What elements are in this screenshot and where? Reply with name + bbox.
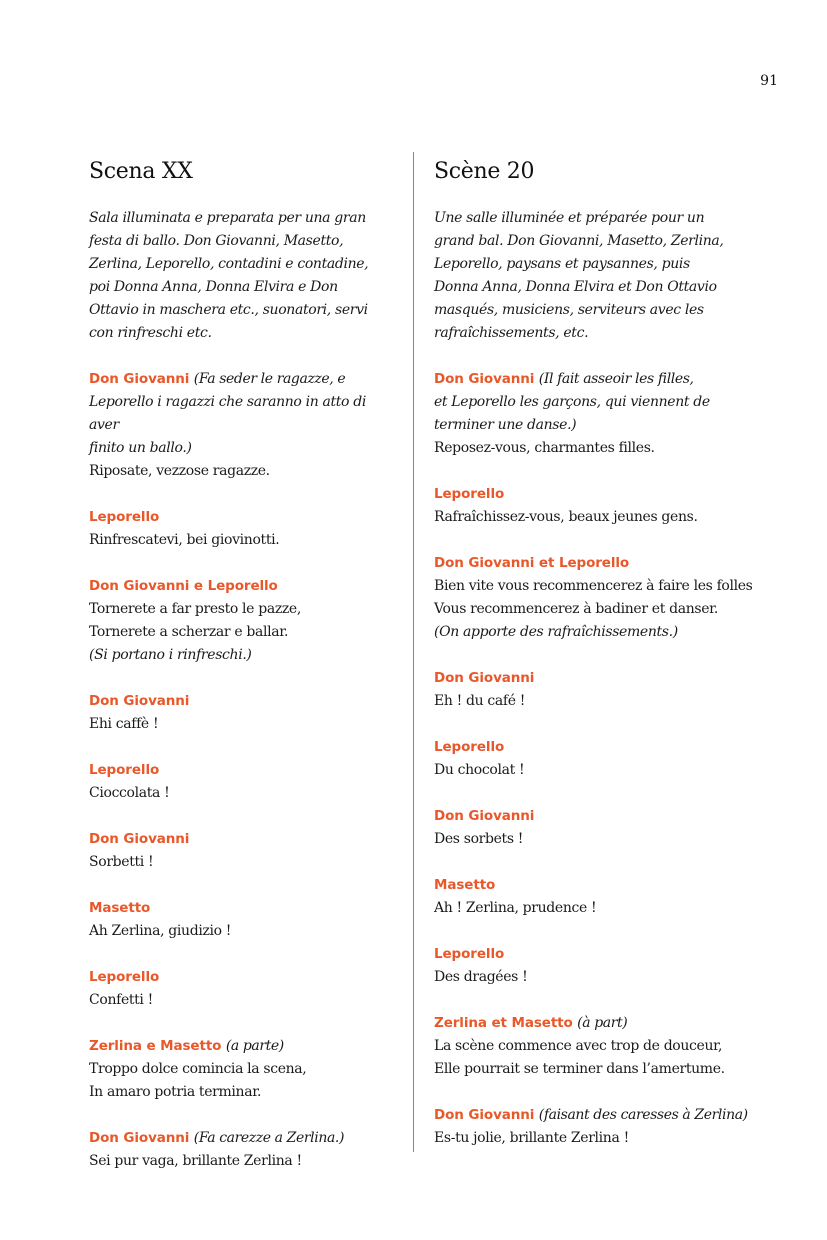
speaker-line <box>89 690 399 713</box>
dialogue-block <box>89 575 399 667</box>
verse-line: Du chocolat ! <box>434 762 525 778</box>
stage-direction-line: (Si portano i rinfreschi.) <box>89 647 252 663</box>
dialogue-block <box>434 667 764 713</box>
speaker-name: Don Giovanni <box>434 808 535 824</box>
speaker-name: Leporello <box>434 739 505 755</box>
speaker-line <box>89 897 399 920</box>
dialogue-block <box>434 368 764 460</box>
stage-direction-italian <box>89 207 399 345</box>
french-column <box>434 157 764 1173</box>
speaker-line <box>89 506 399 529</box>
dialogue-block <box>89 368 399 483</box>
scene-title-french: Scène 20 <box>434 159 535 184</box>
speaker-name: Don Giovanni <box>434 670 535 686</box>
dialogue-french <box>434 368 764 1150</box>
speaker-name: Don Giovanni <box>89 371 190 387</box>
speaker-name: Don Giovanni <box>89 1130 190 1146</box>
dialogue-block <box>89 966 399 1012</box>
verse-line: Cioccolata ! <box>89 785 170 801</box>
stage-direction-line: Donna Anna, Donna Elvira et Don Ottavio <box>434 279 717 295</box>
speaker-line <box>434 805 764 828</box>
speaker-name: Leporello <box>434 946 505 962</box>
speaker-line <box>89 368 399 391</box>
stage-direction-line: Une salle illuminée et préparée pour un <box>434 210 705 226</box>
verse-line: Ehi caffè ! <box>89 716 159 732</box>
stage-direction-line: grand bal. Don Giovanni, Masetto, Zerlina, <box>434 233 724 249</box>
stage-direction-line: poi Donna Anna, Donna Elvira e Don <box>89 279 338 295</box>
verse-line: Ah Zerlina, giudizio ! <box>89 923 232 939</box>
verse-line: Sei pur vaga, brillante Zerlina ! <box>89 1153 302 1169</box>
speaker-line <box>434 368 764 391</box>
verse-line: Rinfrescatevi, bei giovinotti. <box>89 532 280 548</box>
stage-direction-line: rafraîchissements, etc. <box>434 325 589 341</box>
verse-line: Bien vite vous recommencerez à faire les folles <box>434 578 753 594</box>
dialogue-block <box>434 943 764 989</box>
page-number: 91 <box>760 73 778 89</box>
speaker-name: Don Giovanni e Leporello <box>89 578 278 594</box>
dialogue-block <box>434 805 764 851</box>
speaker-line <box>434 1012 764 1035</box>
stage-direction-line: Leporello i ragazzi che saranno in atto di aver <box>89 394 366 433</box>
scene-title-italian: Scena XX <box>89 159 193 184</box>
dialogue-block <box>89 759 399 805</box>
speaker-name: Don Giovanni <box>89 693 190 709</box>
verse-line: Sorbetti ! <box>89 854 154 870</box>
dialogue-block <box>434 874 764 920</box>
speaker-line <box>434 552 764 575</box>
verse-line: Des dragées ! <box>434 969 528 985</box>
speaker-line <box>89 1035 399 1058</box>
speaker-name: Masetto <box>434 877 496 893</box>
stage-direction-inline: (faisant des caresses à Zerlina) <box>538 1107 748 1123</box>
speaker-line <box>434 1104 764 1127</box>
speaker-name: Don Giovanni et Leporello <box>434 555 630 571</box>
stage-direction-line: terminer une danse.) <box>434 417 577 433</box>
verse-line: Tornerete a scherzar e ballar. <box>89 624 289 640</box>
stage-direction-line: masqués, musiciens, serviteurs avec les <box>434 302 704 318</box>
italian-column <box>89 157 399 1196</box>
dialogue-block <box>89 897 399 943</box>
stage-direction-line: (On apporte des rafraîchissements.) <box>434 624 678 640</box>
speaker-name: Leporello <box>89 969 160 985</box>
speaker-name: Don Giovanni <box>434 371 535 387</box>
verse-line: Des sorbets ! <box>434 831 524 847</box>
speaker-name: Don Giovanni <box>434 1107 535 1123</box>
verse-line: Tornerete a far presto le pazze, <box>89 601 301 617</box>
speaker-line <box>89 759 399 782</box>
verse-line: In amaro potria terminar. <box>89 1084 262 1100</box>
speaker-line <box>434 874 764 897</box>
speaker-name: Leporello <box>89 509 160 525</box>
speaker-name: Masetto <box>89 900 151 916</box>
dialogue-block <box>89 1035 399 1104</box>
stage-direction-inline: (Fa seder le ragazze, e <box>193 371 346 387</box>
dialogue-block <box>89 690 399 736</box>
stage-direction-french <box>434 207 764 345</box>
speaker-name: Don Giovanni <box>89 831 190 847</box>
speaker-name: Zerlina et Masetto <box>434 1015 573 1031</box>
speaker-line <box>434 943 764 966</box>
speaker-line <box>89 828 399 851</box>
dialogue-block <box>89 506 399 552</box>
speaker-line <box>434 667 764 690</box>
dialogue-block <box>434 552 764 644</box>
verse-line: Troppo dolce comincia la scena, <box>89 1061 307 1077</box>
stage-direction-inline: (Il fait asseoir les filles, <box>538 371 694 387</box>
verse-line: Riposate, vezzose ragazze. <box>89 463 270 479</box>
stage-direction-inline: (Fa carezze a Zerlina.) <box>193 1130 345 1146</box>
speaker-name: Leporello <box>89 762 160 778</box>
stage-direction-line: festa di ballo. Don Giovanni, Masetto, <box>89 233 344 249</box>
verse-line: Reposez-vous, charmantes filles. <box>434 440 655 456</box>
speaker-name: Leporello <box>434 486 505 502</box>
stage-direction-line: con rinfreschi etc. <box>89 325 212 341</box>
verse-line: Es-tu jolie, brillante Zerlina ! <box>434 1130 629 1146</box>
speaker-line <box>434 483 764 506</box>
stage-direction-line: Leporello, paysans et paysannes, puis <box>434 256 690 272</box>
column-divider <box>413 152 414 1152</box>
dialogue-italian <box>89 368 399 1173</box>
speaker-line <box>89 575 399 598</box>
stage-direction-inline: (à part) <box>577 1015 628 1031</box>
dialogue-block <box>434 1012 764 1081</box>
dialogue-block <box>434 736 764 782</box>
stage-direction-line: finito un ballo.) <box>89 440 192 456</box>
dialogue-block <box>89 1127 399 1173</box>
verse-line: Elle pourrait se terminer dans l’amertume. <box>434 1061 725 1077</box>
speaker-line <box>434 736 764 759</box>
dialogue-block <box>434 483 764 529</box>
stage-direction-line: Ottavio in maschera etc., suonatori, servi <box>89 302 368 318</box>
stage-direction-line: et Leporello les garçons, qui viennent de <box>434 394 710 410</box>
stage-direction-line: Sala illuminata e preparata per una gran <box>89 210 366 226</box>
verse-line: Confetti ! <box>89 992 153 1008</box>
verse-line: Eh ! du café ! <box>434 693 526 709</box>
speaker-line <box>89 966 399 989</box>
verse-line: La scène commence avec trop de douceur, <box>434 1038 723 1054</box>
stage-direction-inline: (a parte) <box>225 1038 284 1054</box>
speaker-name: Zerlina e Masetto <box>89 1038 222 1054</box>
stage-direction-line: Zerlina, Leporello, contadini e contadine, <box>89 256 369 272</box>
verse-line: Vous recommencerez à badiner et danser. <box>434 601 719 617</box>
verse-line: Ah ! Zerlina, prudence ! <box>434 900 597 916</box>
speaker-line <box>89 1127 399 1150</box>
dialogue-block <box>434 1104 764 1150</box>
dialogue-block <box>89 828 399 874</box>
verse-line: Rafraîchissez-vous, beaux jeunes gens. <box>434 509 698 525</box>
